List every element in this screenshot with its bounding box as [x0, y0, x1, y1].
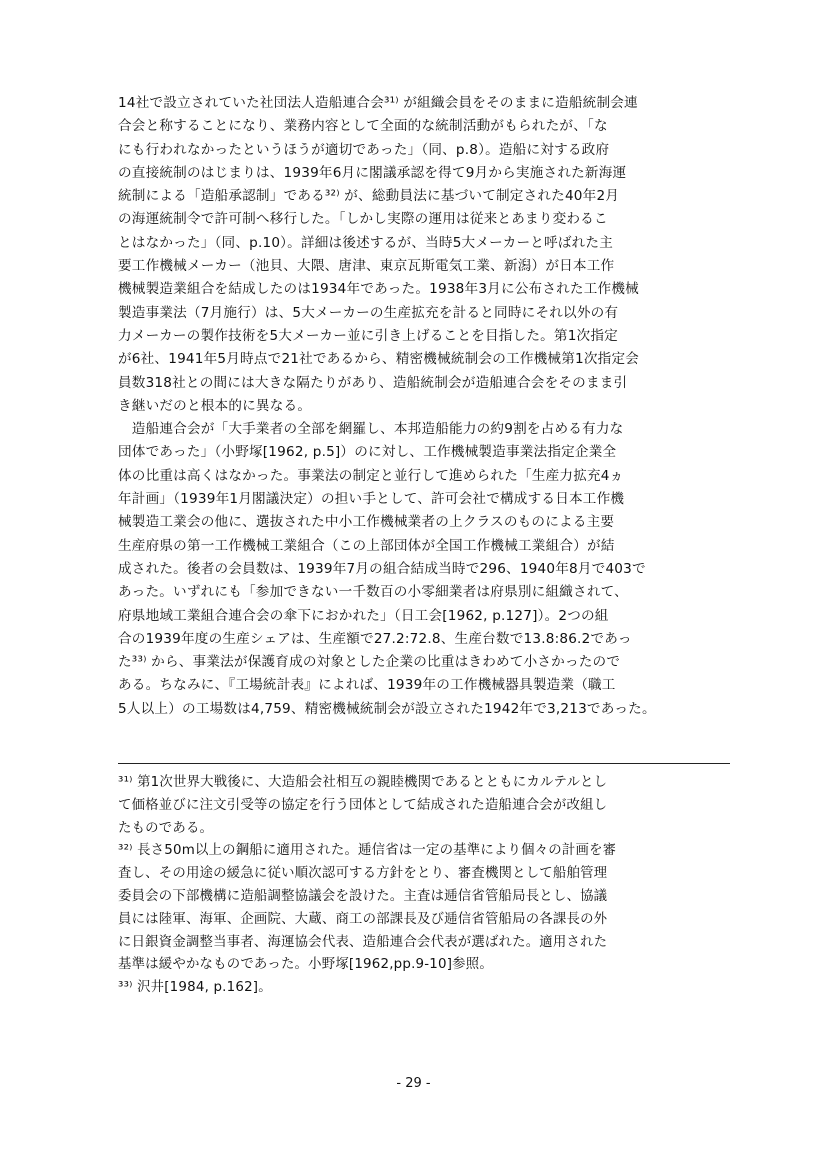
body-line: 5人以上）の工場数は4,759、精密機械統制会が設立された1942年で3,213であった。: [118, 700, 656, 717]
body-line: が6社、1941年5月時点で21社であるから、精密機械統制会の工作機械第1次指定会: [118, 351, 640, 368]
body-line: 力メーカーの製作技術を5大メーカー並に引き上げることを目指した。第1次指定: [118, 327, 618, 344]
body-line: 成された。後者の会員数は、1939年7月の組合結成当時で296、1940年8月で403で: [118, 560, 646, 577]
footnotes: [118, 772, 730, 1000]
body-text: [118, 92, 730, 721]
body-line: 14社で設立されていた社団法人造船連合会³¹⁾ が組織会員をそのままに造船統制会連: [118, 95, 638, 111]
footnote-line: 基準は緩やかなものであった。小野塚[1962,pp.9-10]参照。: [118, 957, 493, 973]
footnote-line: ³²⁾ 長さ50m以上の鋼船に適用された。逓信省は一定の基準により個々の計画を審: [118, 843, 617, 859]
body-line: 体の比重は高くはなかった。事業法の制定と並行して進められた「生産力拡充4ヵ: [118, 467, 624, 484]
body-line: 統制による「造船承認制」である³²⁾ が、総動員法に基づいて制定された40年2月: [118, 188, 620, 205]
body-line: ある。ちなみに、『工場統計表』によれば、1939年の工作機械器具製造業（職工: [118, 677, 616, 694]
body-line: 要工作機械メーカー（池貝、大隈、唐津、東京瓦斯電気工業、新潟）が日本工作: [118, 258, 615, 275]
footnote-line: ³¹⁾ 第1次世界大戦後に、大造船会社相互の親睦機関であるとともにカルテルとし: [118, 775, 608, 790]
footnote-divider: [118, 763, 730, 764]
body-line: とはなかった」（同、p.10）。詳細は後述するが、当時5大メーカーと呼ばれた主: [118, 234, 614, 251]
body-line: 械製造工業会の他に、選抜された中小工作機械業者の上クラスのものによる主要: [118, 514, 615, 531]
body-line: あった。いずれにも「参加できない一千数百の小零細業者は府県別に組織されて、: [118, 584, 628, 601]
page-number: - 29 -: [396, 1076, 431, 1091]
body-line: にも行われなかったというほうが適切であった」（同、p.8）。造船に対する政府: [118, 141, 610, 158]
body-line: き継いだのと根本的に異なる。: [118, 397, 312, 414]
body-line: 造船連合会が「大手業者の全部を網羅し、本邦造船能力の約9割を占める有力な: [118, 421, 624, 438]
footnote-line: ³³⁾ 沢井[1984, p.162]。: [118, 980, 272, 996]
body-line: の直接統制のはじまりは、1939年6月に閣議承認を得て9月から実施された新海運: [118, 164, 627, 181]
body-line: 員数318社との間には大きな隔たりがあり、造船統制会が造船連合会をそのまま引: [118, 374, 628, 391]
footnote-line: て価格並びに注文引受等の協定を行う団体として結成された造船連合会が改組し: [118, 797, 608, 813]
footnote-line: 委員会の下部機構に造船調整協議会を設けた。主査は逓信省管船局長とし、協議: [118, 888, 608, 904]
body-line: 合の1939年度の生産シェアは、生産額で27.2:72.8、生産台数で13.8:86.2であっ: [118, 630, 632, 647]
body-line: 年計画」（1939年1月閣議決定）の担い手として、許可会社で構成する日本工作機: [118, 491, 625, 508]
body-line: 製造事業法（7月施行）は、5大メーカーの生産拡充を計ると同時にそれ以外の有: [118, 304, 619, 321]
body-line: た³³⁾ から、事業法が保護育成の対象とした企業の比重はきわめて小さかったので: [118, 654, 621, 671]
footnote-line: たものである。: [118, 820, 214, 836]
body-line: 生産府県の第一工作機械工業組合（この上部団体が全国工作機械工業組合）が結: [118, 537, 615, 554]
footnote-line: 査し、その用途の緩急に従い順次認可する方針をとり、審査機関として船舶管理: [118, 866, 608, 882]
body-line: 機械製造業組合を結成したのは1934年であった。1938年3月に公布された工作機械: [118, 281, 639, 298]
body-line: 府県地域工業組合連合会の傘下におかれた」（日工会[1962, p.127]）。2つの組: [118, 607, 609, 624]
body-line: の海運統制令で許可制へ移行した。「しかし実際の運用は従来とあまり変わるこ: [118, 211, 608, 228]
footnote-line: 員には陸軍、海軍、企画院、大蔵、商工の部課長及び逓信省管船局の各課長の外: [118, 911, 608, 927]
body-line: 団体であった」（小野塚[1962, p.5]）のに対し、工作機械製造事業法指定企業全: [118, 444, 617, 461]
body-line: 合会と称することになり、業務内容として全面的な統制活動がもられたが、「な: [118, 118, 608, 135]
footnote-line: に日銀資金調整当事者、海運協会代表、造船連合会代表が選ばれた。適用された: [118, 934, 608, 950]
